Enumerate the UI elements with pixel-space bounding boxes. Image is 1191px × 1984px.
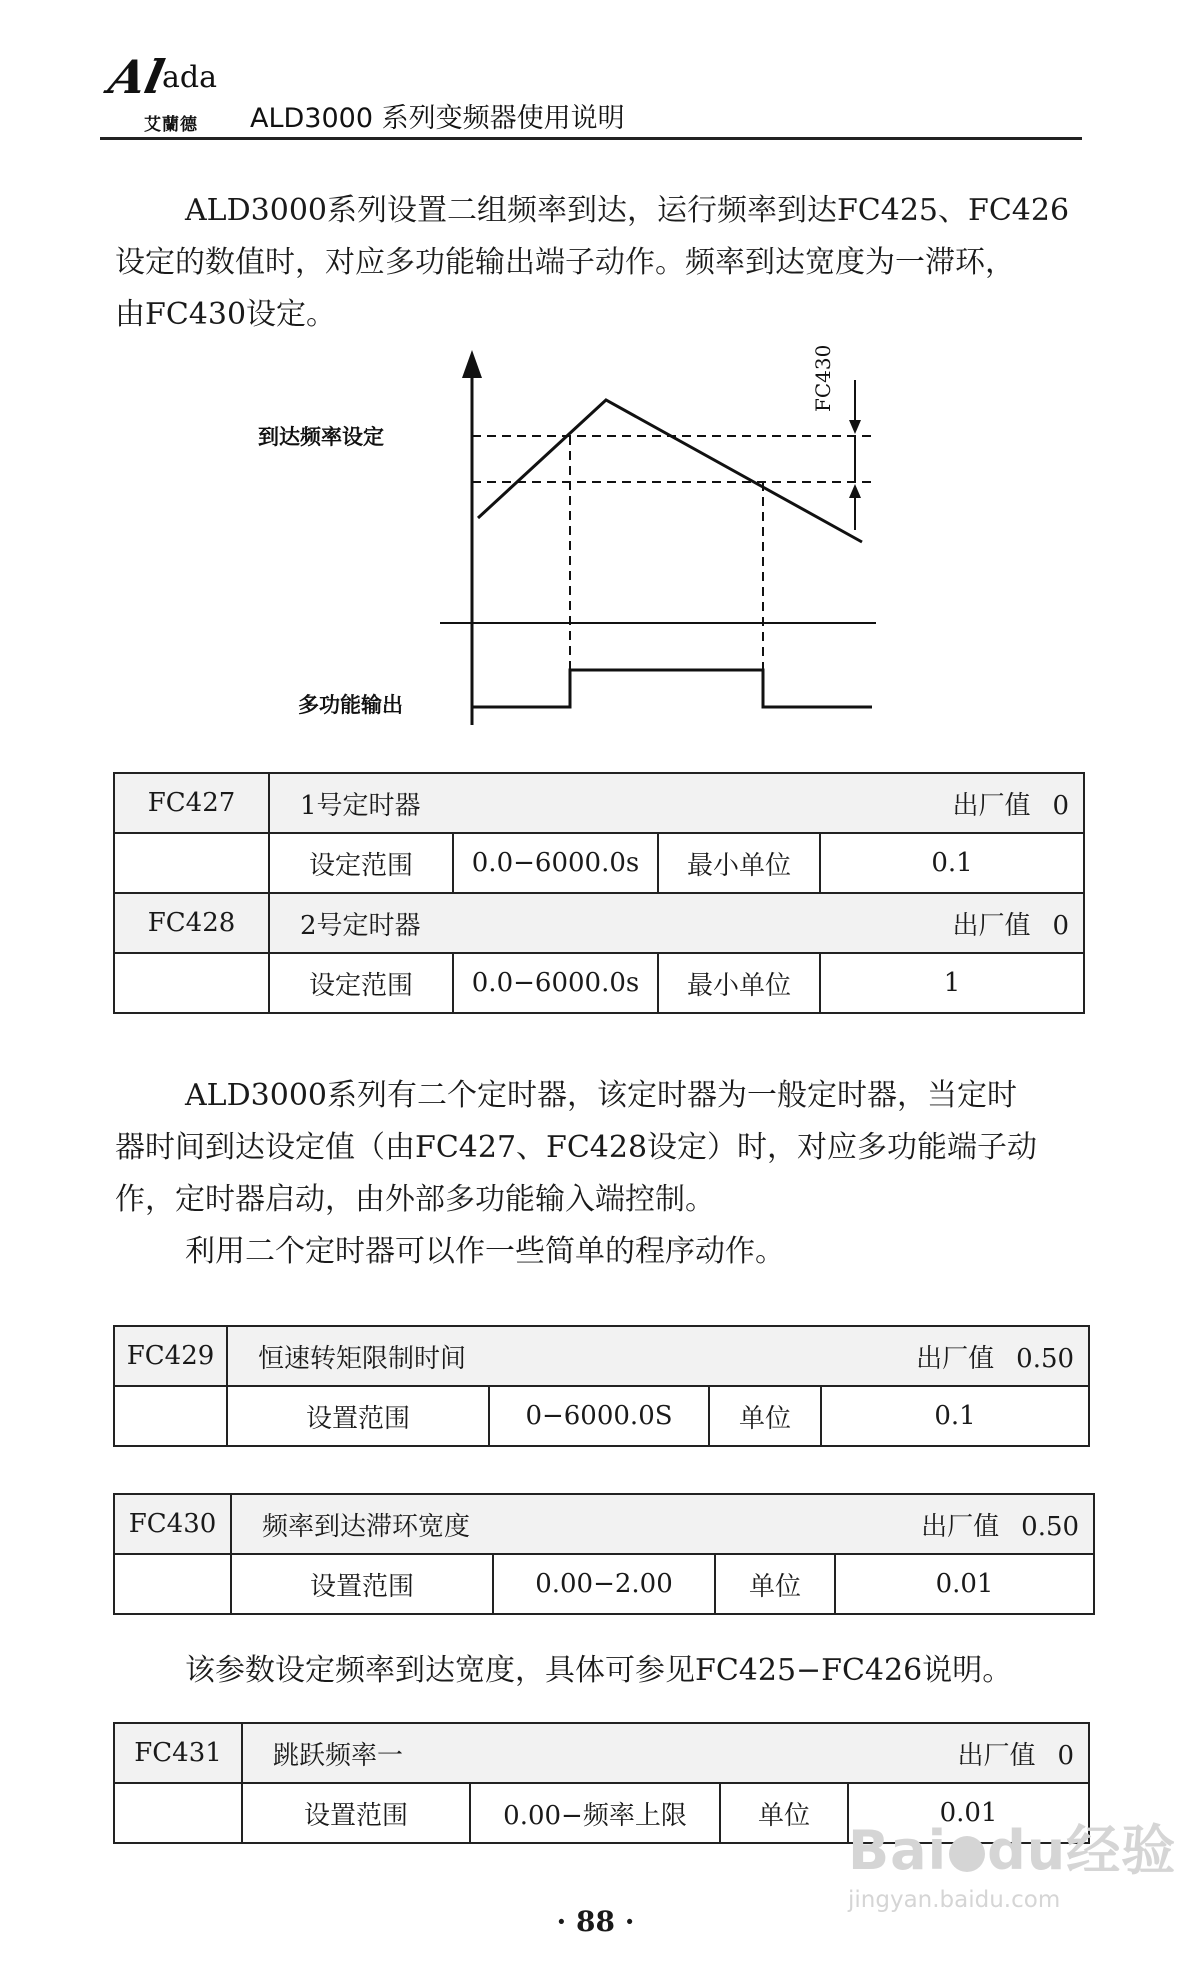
unit-value: 0.1 [821,1386,1089,1446]
range-label: 设定范围 [269,953,453,1013]
y-axis-arrowhead [462,350,482,378]
band-arrowhead-top [849,420,861,434]
param-name: 频率到达滞环宽度 [262,1511,471,1542]
factory-label: 出厂值 [921,1511,1000,1542]
unit-value: 0.01 [848,1783,1089,1843]
empty-cell [114,953,269,1013]
paragraph-frequency-arrival [115,185,1085,341]
range-value: 0.0−6000.0s [453,833,658,893]
ada-logo [100,40,240,135]
param-name-cell [227,1326,1089,1386]
table-row [114,1554,1094,1614]
unit-label: 单位 [720,1783,848,1843]
factory-default [930,785,1083,822]
factory-value: 0 [1057,1740,1075,1771]
empty-cell [114,833,269,893]
unit-value: 0.1 [820,833,1084,893]
factory-label: 出厂值 [916,1343,995,1374]
table-row [114,1386,1089,1446]
factory-value: 0.50 [1016,1343,1075,1374]
factory-value: 0 [1052,910,1070,941]
setpoint-label: 到达频率设定 [258,425,384,449]
factory-label: 出厂值 [957,1740,1036,1771]
output-label: 多功能输出 [298,693,403,717]
watermark-brand-b: du [987,1819,1067,1882]
unit-label: 最小单位 [658,833,820,893]
param-name-cell [269,773,1084,833]
logo-chinese-name: 艾蘭德 [144,115,198,135]
paragraph-line: ALD3000系列设置二组频率到达，运行频率到达FC425、FC426 [185,193,1070,228]
table-row [114,953,1084,1013]
unit-value: 1 [820,953,1084,1013]
param-code: FC427 [114,773,269,833]
paragraph-fc430-note [115,1645,1085,1697]
fc429-parameter-table [113,1325,1090,1447]
table-row [114,1326,1089,1386]
watermark-brand [848,1808,1176,1885]
range-value: 0.00−频率上限 [470,1783,720,1843]
table-row [114,833,1084,893]
watermark-url: jingyan.baidu.com [848,1887,1061,1913]
empty-cell [114,1554,231,1614]
page-number: · 88 · [556,1905,635,1938]
band-arrowhead-bottom [849,484,861,498]
output-pulse [472,670,872,707]
watermark-brand-a: Bai [848,1819,948,1882]
range-value: 0−6000.0S [489,1386,709,1446]
factory-label: 出厂值 [952,910,1031,941]
param-code: FC428 [114,893,269,953]
range-value: 0.00−2.00 [493,1554,715,1614]
param-name-cell [269,893,1084,953]
paragraph-line: 器时间到达设定值（由FC427、FC428设定）时，对应多功能端子动 [115,1130,1038,1165]
param-name: 恒速转矩限制时间 [258,1343,467,1374]
unit-label: 单位 [715,1554,835,1614]
fc430-label: FC430 [811,344,835,412]
unit-label: 单位 [709,1386,821,1446]
fc430-parameter-table [113,1493,1095,1615]
document-title: ALD3000 系列变频器使用说明 [250,103,625,134]
factory-default [935,1735,1088,1772]
watermark-brand-c: 经验 [1066,1819,1177,1882]
param-code: FC431 [114,1723,242,1783]
paw-icon [949,1836,985,1872]
paragraph-line: ALD3000系列有二个定时器，该定时器为一般定时器，当定时 [185,1078,1017,1113]
empty-cell [114,1386,227,1446]
range-label: 设置范围 [227,1386,489,1446]
paragraph-line: 由FC430设定。 [115,297,337,332]
empty-cell [114,1783,242,1843]
param-name: 1号定时器 [300,790,421,821]
factory-label: 出厂值 [952,790,1031,821]
param-name-cell [231,1494,1094,1554]
paragraph-line: 该参数设定频率到达宽度，具体可参见FC425−FC426说明。 [185,1653,1013,1688]
param-name: 2号定时器 [300,910,421,941]
paragraph-line: 设定的数值时，对应多功能输出端子动作。频率到达宽度为一滞环， [115,245,1015,280]
baidu-watermark [848,1808,1176,1913]
factory-default [930,905,1083,942]
frequency-arrival-diagram [0,330,1191,730]
paragraph-line: 作，定时器启动，由外部多功能输入端控制。 [115,1182,715,1217]
param-name-cell [242,1723,1089,1783]
param-code: FC430 [114,1494,231,1554]
frequency-curve [478,400,862,542]
factory-value: 0 [1052,790,1070,821]
table-row [114,1494,1094,1554]
factory-default [899,1506,1093,1543]
unit-value: 0.01 [835,1554,1094,1614]
unit-label: 最小单位 [658,953,820,1013]
range-label: 设置范围 [242,1783,470,1843]
paragraph-timers [115,1070,1085,1278]
factory-default [894,1338,1088,1375]
range-label: 设置范围 [231,1554,493,1614]
page-header [100,40,1082,140]
range-value: 0.0−6000.0s [453,953,658,1013]
header-rule [100,137,1082,140]
range-label: 设定范围 [269,833,453,893]
table-row [114,893,1084,953]
param-name: 跳跃频率一 [273,1740,404,1771]
logo-ada: ada [162,60,217,95]
logo-script: Al [104,50,169,104]
table-row [114,773,1084,833]
factory-value: 0.50 [1021,1511,1080,1542]
param-code: FC429 [114,1326,227,1386]
table-row [114,1723,1089,1783]
timer-parameter-table [113,772,1085,1014]
paragraph-line: 利用二个定时器可以作一些简单的程序动作。 [185,1234,785,1269]
